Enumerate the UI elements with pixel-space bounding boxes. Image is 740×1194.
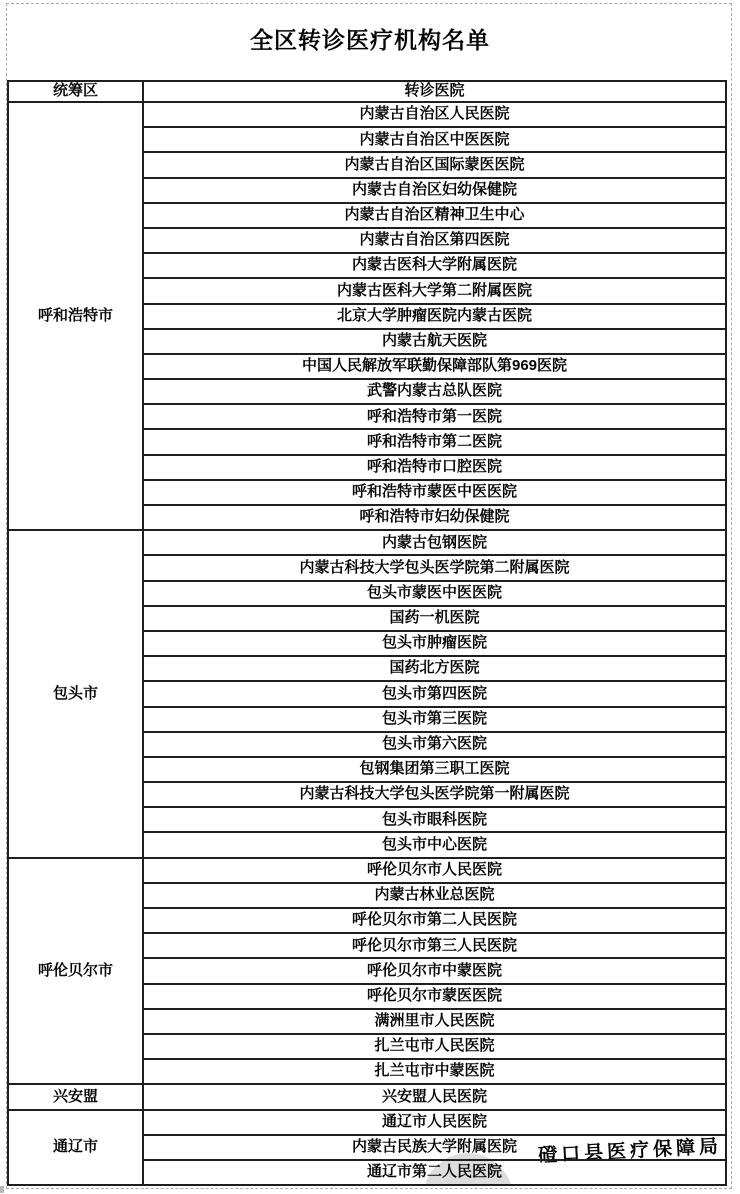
- header-hospital: 转诊医院: [143, 81, 726, 102]
- region-cell: 兴安盟: [8, 1084, 143, 1109]
- hospital-cell: 内蒙古包钢医院: [143, 530, 726, 555]
- hospital-cell: 呼和浩特市第二医院: [143, 429, 726, 454]
- hospital-cell: 扎兰屯市中蒙医院: [143, 1059, 726, 1084]
- hospital-cell: 呼伦贝尔市中蒙医院: [143, 958, 726, 983]
- scan-artifact: [0, 1186, 4, 1193]
- hospital-cell: 包头市第六医院: [143, 732, 726, 757]
- hospital-cell: 呼和浩特市第一医院: [143, 404, 726, 429]
- table-row: [8, 858, 726, 883]
- hospital-cell: 呼伦贝尔市蒙医医院: [143, 984, 726, 1009]
- region-cell: 呼伦贝尔市: [8, 858, 143, 1085]
- hospital-cell: 包头市眼科医院: [143, 807, 726, 832]
- table-row: [8, 1110, 726, 1135]
- hospital-cell: 包钢集团第三职工医院: [143, 757, 726, 782]
- watermark-text: 磴口县医疗保障局: [537, 1136, 723, 1167]
- hospital-cell: 通辽市人民医院: [143, 1110, 726, 1135]
- table-row: [8, 102, 726, 127]
- table-row: [8, 1084, 726, 1109]
- header-region: 统筹区: [8, 81, 143, 102]
- hospital-cell: 内蒙古民族大学附属医院: [143, 1135, 726, 1160]
- hospital-cell: 呼伦贝尔市第三人民医院: [143, 933, 726, 958]
- hospital-cell: 呼伦贝尔市第二人民医院: [143, 908, 726, 933]
- hospital-cell: 国药一机医院: [143, 606, 726, 631]
- table-header: [8, 81, 726, 102]
- hospital-cell: 呼和浩特市口腔医院: [143, 455, 726, 480]
- hospital-cell: 内蒙古科技大学包头医学院第一附属医院: [143, 782, 726, 807]
- hospital-cell: 通辽市第二人民医院: [143, 1160, 726, 1185]
- table-body: [8, 102, 726, 1185]
- hospital-cell: 内蒙古自治区第四医院: [143, 228, 726, 253]
- hospital-cell: 满洲里市人民医院: [143, 1009, 726, 1034]
- hospital-cell: 内蒙古科技大学包头医学院第二附属医院: [143, 555, 726, 580]
- hospital-cell: 内蒙古自治区精神卫生中心: [143, 203, 726, 228]
- hospital-cell: 呼伦贝尔市人民医院: [143, 858, 726, 883]
- hospital-cell: 中国人民解放军联勤保障部队第969医院: [143, 354, 726, 379]
- hospital-cell: 包头市肿瘤医院: [143, 631, 726, 656]
- region-cell: 包头市: [8, 530, 143, 857]
- header-row: [8, 81, 726, 102]
- referral-hospital-table: [7, 80, 727, 1186]
- page-title: 全区转诊医疗机构名单: [250, 27, 490, 53]
- region-cell: 呼和浩特市: [8, 102, 143, 530]
- hospital-cell: 呼和浩特市蒙医中医医院: [143, 480, 726, 505]
- hospital-cell: 包头市中心医院: [143, 832, 726, 857]
- hospital-cell: 扎兰屯市人民医院: [143, 1034, 726, 1059]
- hospital-cell: 兴安盟人民医院: [143, 1084, 726, 1109]
- hospital-cell: 内蒙古航天医院: [143, 329, 726, 354]
- hospital-cell: 内蒙古医科大学第二附属医院: [143, 278, 726, 303]
- hospital-cell: 内蒙古林业总医院: [143, 883, 726, 908]
- hospital-cell: 内蒙古自治区中医医院: [143, 127, 726, 152]
- hospital-cell: 内蒙古自治区人民医院: [143, 102, 726, 127]
- hospital-cell: 内蒙古自治区国际蒙医医院: [143, 152, 726, 177]
- table-row: [8, 530, 726, 555]
- hospital-cell: 国药北方医院: [143, 656, 726, 681]
- hospital-cell: 包头市第三医院: [143, 707, 726, 732]
- region-cell: 通辽市: [8, 1110, 143, 1186]
- hospital-cell: 武警内蒙古总队医院: [143, 379, 726, 404]
- hospital-cell: 北京大学肿瘤医院内蒙古医院: [143, 304, 726, 329]
- hospital-cell: 包头市第四医院: [143, 681, 726, 706]
- hospital-cell: 内蒙古医科大学附属医院: [143, 253, 726, 278]
- hospital-cell: 呼和浩特市妇幼保健院: [143, 505, 726, 530]
- hospital-cell: 包头市蒙医中医医院: [143, 581, 726, 606]
- hospital-cell: 内蒙古自治区妇幼保健院: [143, 178, 726, 203]
